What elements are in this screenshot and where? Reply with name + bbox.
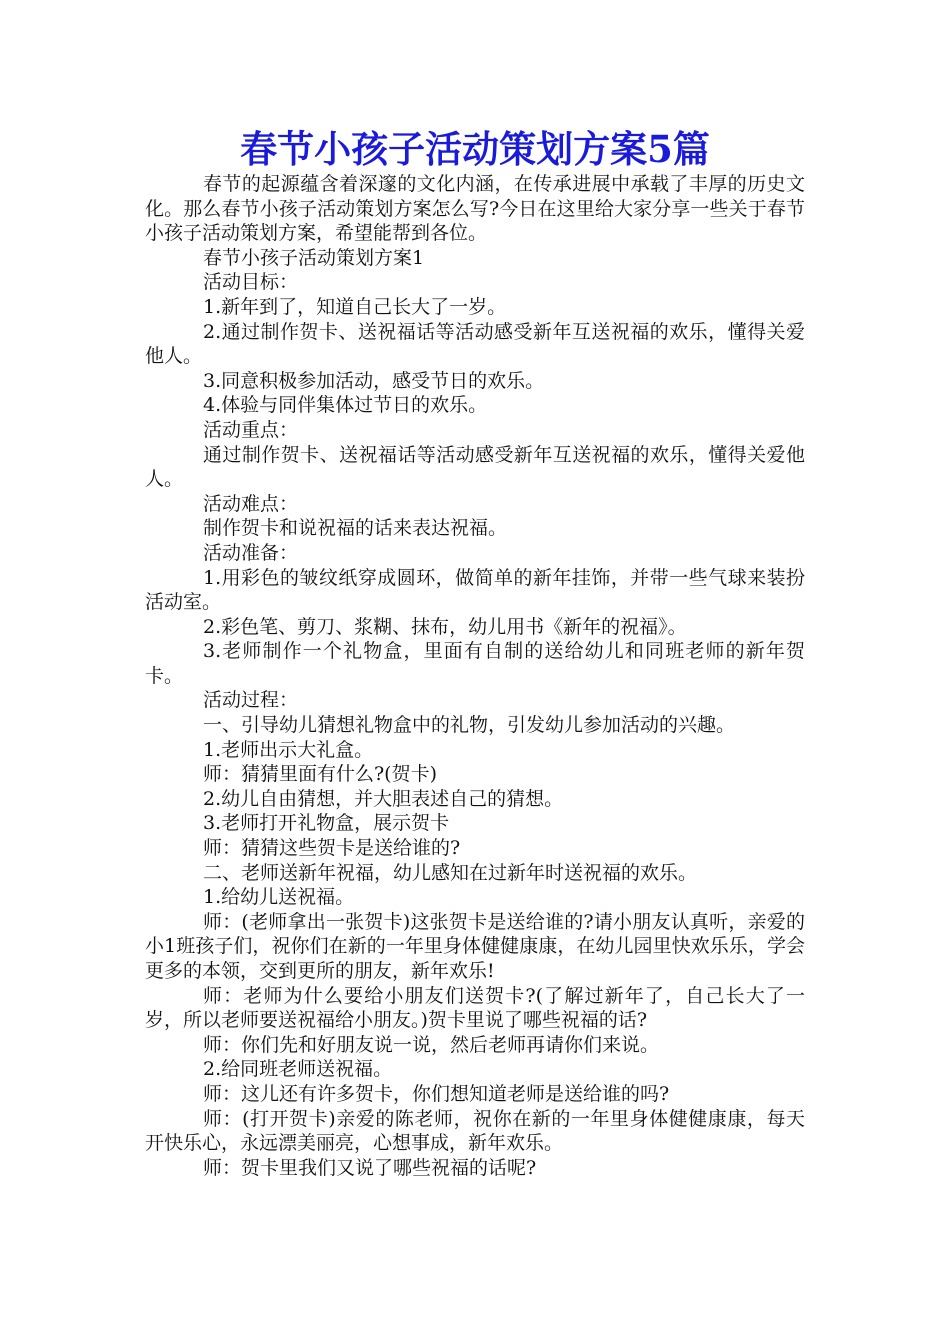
process-item: 2.给同班老师送祝福。: [203, 1058, 393, 1081]
document-body: [145, 172, 805, 1180]
preparation-item: 3.老师制作一个礼物盒，里面有自制的送给幼儿和同班老师的新年贺卡。: [145, 640, 805, 687]
process-item: 1.老师出示大礼盒。: [203, 738, 374, 761]
document-title: 春节小孩子活动策划方案5篇: [240, 127, 710, 171]
preparation-item: 2.彩色笔、剪刀、浆糊、抹布，幼儿用书《新年的祝福》。: [203, 615, 687, 638]
subheading-difficulty: 活动难点：: [203, 492, 299, 515]
difficulty-text: 制作贺卡和说祝福的话来表达祝福。: [203, 517, 508, 540]
dialogue-line: 师：猜猜里面有什么?(贺卡): [203, 763, 438, 786]
preparation-item: 1.用彩色的皱纹纸穿成圆环，做简单的新年挂饰，并带一些气球来装扮活动室。: [145, 566, 805, 614]
process-step: 二、老师送新年祝福，幼儿感知在过新年时送祝福的欢乐。: [203, 861, 698, 884]
goal-item: 4.体验与同伴集体过节日的欢乐。: [203, 394, 488, 417]
dialogue-line: 师：你们先和好朋友说一说，然后老师再请你们来说。: [203, 1033, 660, 1056]
subheading-goals: 活动目标：: [203, 271, 299, 294]
dialogue-line: 师：这儿还有许多贺卡，你们想知道老师是送给谁的吗?: [203, 1082, 670, 1105]
focus-text: 通过制作贺卡、送祝福话等活动感受新年互送祝福的欢乐，懂得关爱他人。: [145, 443, 805, 491]
subheading-focus: 活动重点：: [203, 418, 299, 441]
process-item: 3.老师打开礼物盒，展示贺卡: [203, 812, 450, 835]
dialogue-line: 师：(老师拿出一张贺卡)这张贺卡是送给谁的?请小朋友认真听，亲爱的小1班孩子们，祝你们在新的一年里身体健健康康，在幼儿园里快欢乐乐，学会更多的本领，交到更所的朋友，新年欢乐!: [145, 910, 805, 982]
process-step: 一、引导幼儿猜想礼物盒中的礼物，引发幼儿参加活动的兴趣。: [203, 714, 736, 737]
intro-paragraph: 春节的起源蕴含着深邃的文化内涵，在传承进展中承载了丰厚的历史文化。那么春节小孩子活动策划方案怎么写?今日在这里给大家分享一些关于春节小孩子活动策划方案，希望能帮到各位。: [145, 173, 805, 245]
dialogue-line: 师：老师为什么要给小朋友们送贺卡?(了解过新年了，自己长大了一岁，所以老师要送祝福给小朋友。)贺卡里说了哪些祝福的话?: [145, 984, 805, 1032]
dialogue-line: 师：猜猜这些贺卡是送给谁的?: [203, 837, 461, 860]
subheading-preparation: 活动准备：: [203, 541, 299, 564]
goal-item: 3.同意积极参加活动，感受节日的欢乐。: [203, 369, 545, 392]
process-item: 1.给幼儿送祝福。: [203, 886, 355, 909]
section-heading: 春节小孩子活动策划方案1: [203, 246, 425, 269]
subheading-process: 活动过程：: [203, 689, 299, 712]
process-item: 2.幼儿自由猜想，并大胆表述自己的猜想。: [203, 787, 564, 810]
goal-item: 1.新年到了，知道自己长大了一岁。: [203, 295, 507, 318]
dialogue-line: 师：(打开贺卡)亲爱的陈老师，祝你在新的一年里身体健健康康，每天开快乐心，永远漂美丽亮，心想事成，新年欢乐。: [145, 1107, 805, 1155]
dialogue-line: 师：贺卡里我们又说了哪些祝福的话呢?: [203, 1156, 537, 1179]
goal-item: 2.通过制作贺卡、送祝福话等活动感受新年互送祝福的欢乐，懂得关爱他人。: [145, 320, 805, 368]
